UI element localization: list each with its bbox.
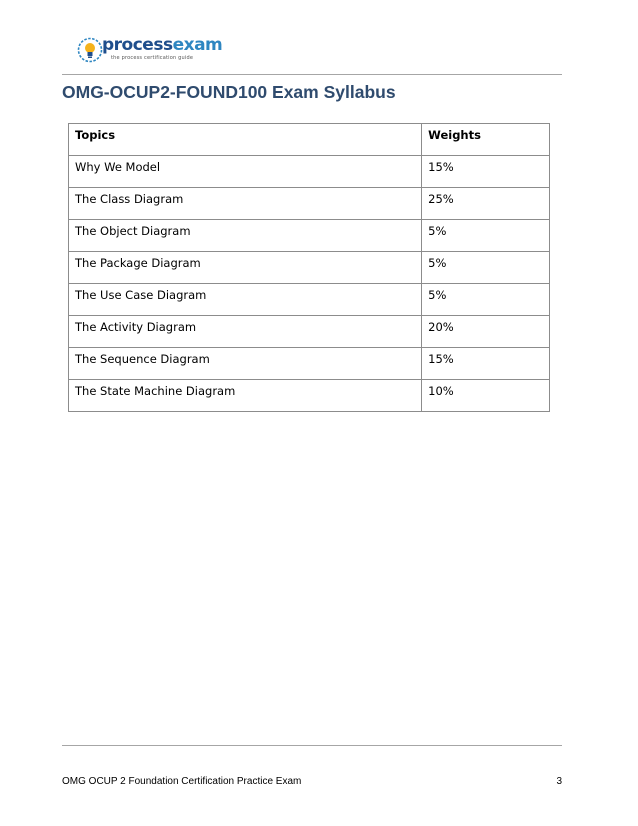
header-topics: Topics bbox=[69, 124, 422, 156]
topic-cell: The Package Diagram bbox=[69, 252, 422, 284]
weight-cell: 5% bbox=[422, 252, 550, 284]
table-row bbox=[69, 188, 550, 220]
logo-word-part1: process bbox=[102, 35, 173, 55]
processexam-logo bbox=[77, 34, 227, 68]
logo-tagline: the process certification guide bbox=[111, 55, 194, 61]
table-row bbox=[69, 252, 550, 284]
table-row bbox=[69, 220, 550, 252]
weight-cell: 15% bbox=[422, 348, 550, 380]
topic-cell: The Class Diagram bbox=[69, 188, 422, 220]
weight-cell: 15% bbox=[422, 156, 550, 188]
table-row bbox=[69, 284, 550, 316]
weight-cell: 20% bbox=[422, 316, 550, 348]
topic-cell: The Sequence Diagram bbox=[69, 348, 422, 380]
footer-divider bbox=[62, 745, 562, 746]
table-row bbox=[69, 316, 550, 348]
footer-text: OMG OCUP 2 Foundation Certification Practice Exam bbox=[62, 776, 302, 787]
table-row bbox=[69, 348, 550, 380]
topic-cell: The Use Case Diagram bbox=[69, 284, 422, 316]
logo-word-part2: exam bbox=[172, 35, 223, 55]
weight-cell: 5% bbox=[422, 284, 550, 316]
topic-cell: The Activity Diagram bbox=[69, 316, 422, 348]
weight-cell: 10% bbox=[422, 380, 550, 412]
weight-cell: 25% bbox=[422, 188, 550, 220]
syllabus-table bbox=[68, 123, 550, 412]
topic-cell: The Object Diagram bbox=[69, 220, 422, 252]
header-weights: Weights bbox=[422, 124, 550, 156]
topic-cell: Why We Model bbox=[69, 156, 422, 188]
table-row bbox=[69, 380, 550, 412]
lightbulb-icon bbox=[77, 37, 103, 63]
logo-wordmark bbox=[102, 35, 222, 55]
page-title: OMG-OCUP2-FOUND100 Exam Syllabus bbox=[62, 82, 396, 102]
weight-cell: 5% bbox=[422, 220, 550, 252]
header-divider bbox=[62, 74, 562, 75]
table-row bbox=[69, 156, 550, 188]
topic-cell: The State Machine Diagram bbox=[69, 380, 422, 412]
page-number: 3 bbox=[556, 776, 562, 787]
table-header-row bbox=[69, 124, 550, 156]
